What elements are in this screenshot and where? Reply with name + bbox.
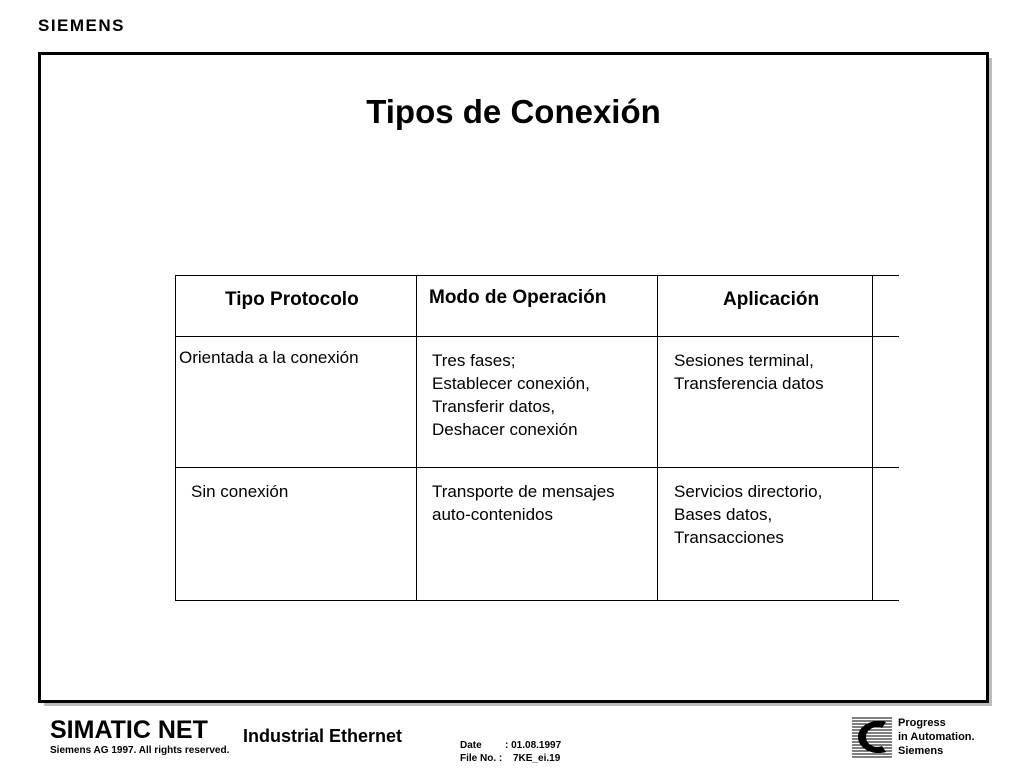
table-line (175, 600, 899, 601)
row2-modo-line: auto-contenidos (432, 505, 553, 524)
footer-slogan (898, 716, 975, 758)
slide-frame (38, 52, 989, 703)
table-line (416, 275, 417, 601)
row1-aplicacion-line: Sesiones terminal, (674, 351, 814, 370)
table-line (872, 275, 873, 601)
row1-modo-line: Establecer conexión, (432, 374, 590, 393)
row1-modo-line: Transferir datos, (432, 397, 556, 416)
row2-tipo: Sin conexión (191, 482, 289, 501)
table-line (175, 467, 899, 468)
row1-modo-line: Tres fases; (432, 351, 516, 370)
footer-date (460, 740, 561, 751)
row2-modo (432, 480, 615, 526)
row1-modo (432, 349, 590, 441)
footer-product: SIMATIC NET (50, 716, 208, 744)
footer-file (460, 753, 560, 764)
connection-types-table (175, 275, 899, 601)
slogan-line: Siemens (898, 745, 944, 757)
header-modo-operacion: Modo de Operación (429, 287, 607, 308)
file-label: File No. : (460, 753, 503, 764)
date-label: Date (460, 740, 482, 751)
footer-copyright: Siemens AG 1997. All rights reserved. (50, 745, 230, 756)
row2-aplicacion-line: Bases datos, (674, 505, 773, 524)
row1-tipo: Orientada a la conexión (179, 348, 359, 367)
table-line (175, 275, 176, 601)
siemens-logo: SIEMENS (38, 16, 126, 35)
row2-aplicacion (674, 480, 822, 549)
header-aplicacion: Aplicación (723, 289, 820, 310)
footer-subtitle: Industrial Ethernet (243, 726, 403, 746)
file-value: 7KE_ei.19 (513, 753, 561, 764)
row2-aplicacion-line: Servicios directorio, (674, 482, 823, 501)
row1-modo-line: Deshacer conexión (432, 420, 578, 439)
header-tipo-protocolo: Tipo Protocolo (225, 289, 359, 310)
table-line (175, 336, 899, 337)
slide-title: Tipos de Conexión (366, 93, 661, 130)
row2-aplicacion-line: Transacciones (674, 528, 784, 547)
date-value: : 01.08.1997 (505, 740, 562, 751)
table-line (175, 275, 899, 276)
row1-aplicacion-line: Transferencia datos (674, 374, 824, 393)
table-line (657, 275, 658, 601)
row1-aplicacion (674, 349, 824, 395)
slogan-line: Progress (898, 717, 946, 729)
row2-modo-line: Transporte de mensajes (432, 482, 615, 501)
slogan-line: in Automation. (898, 731, 975, 743)
siemens-emblem-icon (852, 716, 892, 758)
